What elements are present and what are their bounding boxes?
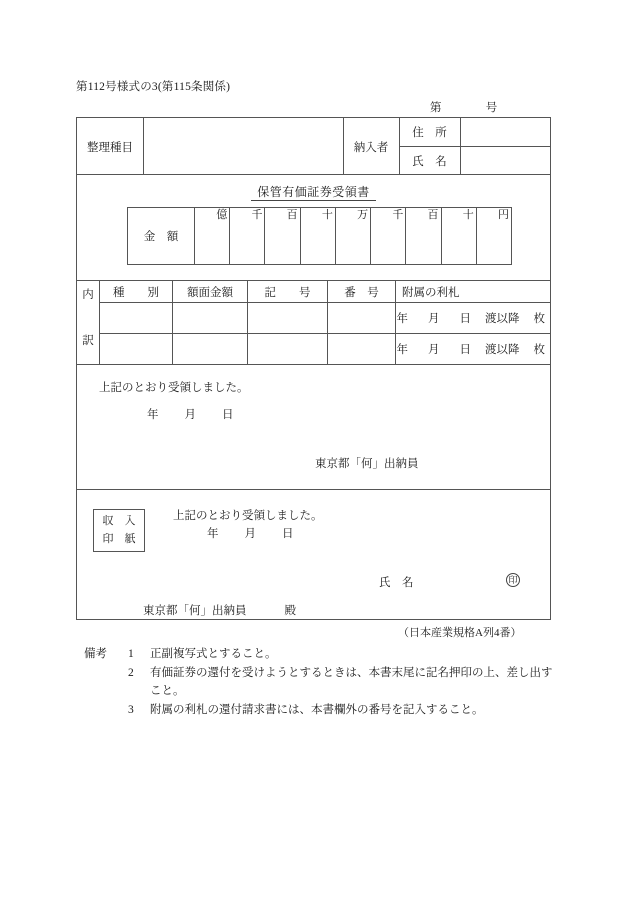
remarks-continuation: こと。 <box>150 685 185 698</box>
amount-digit-cell[interactable] <box>336 208 371 264</box>
amount-unit-sen-1: 千 <box>251 209 263 221</box>
date-month-label: 月 <box>244 528 256 540</box>
name-value-cell[interactable] <box>460 146 550 175</box>
coupon-month: 月 <box>428 313 440 325</box>
amount-unit-hyaku-2: 百 <box>427 209 439 221</box>
seal-mark-glyph: 印 <box>506 573 520 587</box>
receipt-honorific: 殿 <box>284 605 296 617</box>
table-cell[interactable] <box>100 334 172 364</box>
main-form-table <box>76 117 551 620</box>
amount-label: 金 額 <box>128 208 195 264</box>
receipt-statement-first <box>77 365 550 490</box>
breakdown-column-type <box>100 281 173 364</box>
receipt-statement-text: 上記のとおり受領しました。 <box>99 382 249 394</box>
header-row <box>77 118 550 175</box>
coupon-month: 月 <box>428 344 440 356</box>
amount-digit-cell[interactable] <box>442 208 477 264</box>
remarks-item <box>84 664 554 683</box>
amount-unit-juu-2: 十 <box>462 209 474 221</box>
amount-unit-man: 万 <box>357 209 369 221</box>
revenue-stamp-line-1: 収 入 <box>102 515 136 528</box>
remarks-section <box>84 645 554 720</box>
table-cell[interactable] <box>173 334 247 364</box>
date-year-label: 年 <box>207 528 219 540</box>
coupon-day: 日 <box>459 344 471 356</box>
revenue-stamp-box[interactable] <box>93 509 145 552</box>
receipt-statement-second <box>77 490 550 620</box>
receipt-signer: 東京都「何」出納員 <box>315 458 419 470</box>
amount-digit-cell[interactable] <box>301 208 336 264</box>
coupon-row[interactable] <box>396 303 550 334</box>
name-label: 氏 名 <box>412 155 447 168</box>
coupon-row[interactable] <box>396 334 550 364</box>
remarks-item <box>84 701 554 720</box>
amount-digit-cell[interactable] <box>230 208 265 264</box>
column-header: 記 号 <box>248 281 327 303</box>
breakdown-section <box>77 281 550 365</box>
amount-unit-juu-1: 十 <box>321 209 333 221</box>
receipt-addressee: 東京都「何」出納員 <box>143 605 247 617</box>
column-header: 額面金額 <box>173 281 247 303</box>
page-title <box>77 183 550 200</box>
table-cell[interactable] <box>100 303 172 334</box>
column-header: 番 号 <box>328 281 395 303</box>
coupon-after-label: 渡以降 <box>485 344 520 356</box>
page-title-text: 保管有価証券受領書 <box>251 185 376 201</box>
column-header: 附属の利札 <box>396 281 550 303</box>
date-year-label: 年 <box>147 409 159 421</box>
revenue-stamp-line-2: 印 紙 <box>102 532 136 545</box>
breakdown-column-mark <box>248 281 328 364</box>
amount-unit-hyaku-1: 百 <box>286 209 298 221</box>
date-month-label: 月 <box>184 409 196 421</box>
coupon-year: 年 <box>396 344 408 356</box>
amount-digit-cell[interactable] <box>371 208 406 264</box>
document-number-field <box>430 99 497 115</box>
coupon-unit: 枚 <box>533 313 545 325</box>
breakdown-side-label <box>77 281 100 364</box>
payer-label: 納入者 <box>353 141 389 154</box>
breakdown-column-number <box>328 281 396 364</box>
receipt-statement-text: 上記のとおり受領しました。 <box>173 510 323 522</box>
table-cell[interactable] <box>173 303 247 334</box>
column-header: 種 別 <box>100 281 172 303</box>
remarks-text: 有価証券の還付を受けようとするときは、本書末尾に記名押印の上、差し出す <box>150 666 553 679</box>
receipt-addressee-line <box>143 602 296 618</box>
date-day-label: 日 <box>222 409 234 421</box>
amount-digit-cell[interactable] <box>265 208 300 264</box>
amount-section <box>77 175 550 281</box>
table-cell[interactable] <box>328 334 395 364</box>
receipt-date-line[interactable] <box>207 525 294 541</box>
paper-size-note: （日本産業規格A列4番） <box>398 627 522 639</box>
form-number: 第112号様式の3(第115条関係) <box>76 81 231 93</box>
amount-unit-oku: 億 <box>216 209 228 221</box>
amount-unit-sen-2: 千 <box>392 209 404 221</box>
remarks-number: 2 <box>128 666 134 679</box>
document-number-suffix: 号 <box>485 102 498 114</box>
amount-digit-cell[interactable] <box>406 208 441 264</box>
address-label: 住 所 <box>412 127 447 139</box>
coupon-unit: 枚 <box>533 344 545 356</box>
receipt-date-line[interactable] <box>147 406 234 422</box>
coupon-year: 年 <box>396 313 408 325</box>
table-cell[interactable] <box>248 303 327 334</box>
address-value-cell[interactable] <box>460 118 550 146</box>
table-cell[interactable] <box>328 303 395 334</box>
document-number-prefix: 第 <box>430 102 442 114</box>
category-label: 整理種目 <box>87 141 133 154</box>
remarks-item <box>84 645 554 664</box>
seal-mark-icon <box>506 572 520 587</box>
coupon-day: 日 <box>459 313 471 325</box>
amount-grid <box>127 207 512 265</box>
remarks-label: 備考 <box>84 648 107 660</box>
breakdown-side-char-1: 内 <box>82 289 94 301</box>
category-value-cell[interactable] <box>143 118 343 175</box>
remarks-text: 正副複写式とすること。 <box>150 648 277 660</box>
remarks-text: 附属の利札の還付請求書には、本書欄外の番号を記入すること。 <box>150 703 484 716</box>
coupon-after-label: 渡以降 <box>485 313 520 325</box>
signature-name-label: 氏 名 <box>379 577 414 589</box>
amount-unit-yen: 円 <box>497 209 509 221</box>
breakdown-column-face-value <box>173 281 248 364</box>
breakdown-column-coupon <box>396 281 550 364</box>
remarks-number: 1 <box>128 648 134 660</box>
amount-digit-cell[interactable] <box>477 208 511 264</box>
amount-digit-cell[interactable] <box>195 208 230 264</box>
remarks-number: 3 <box>128 703 134 716</box>
date-day-label: 日 <box>282 528 294 540</box>
breakdown-side-char-2: 訳 <box>82 335 94 347</box>
table-cell[interactable] <box>248 334 327 364</box>
